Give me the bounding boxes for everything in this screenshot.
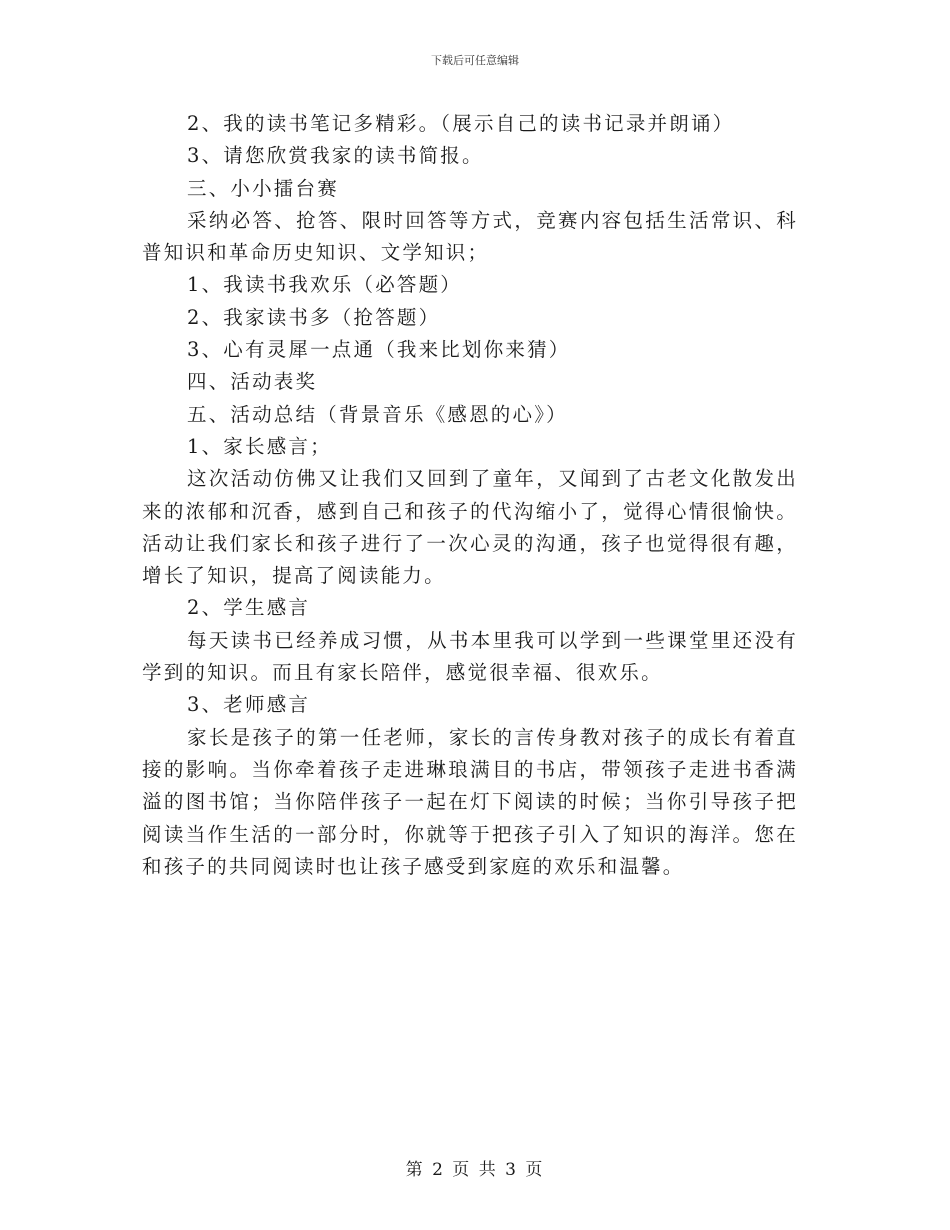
subsection-heading: 3、老师感言: [187, 693, 311, 717]
paragraph: 这次活动仿佛又让我们又回到了童年，又闻到了古老文化散发出来的浓郁和沉香，感到自己和孩子的代沟缩小了，觉得心情很愉快。活动让我们家长和孩子进行了一次心灵的沟通，孩子也觉得很有趣，增长了知识，提高了阅读能力。: [142, 467, 798, 588]
paragraph: 3、请您欣赏我家的读书简报。: [187, 144, 484, 168]
paragraph: 采纳必答、抢答、限时回答等方式，竞赛内容包括生活常识、科普知识和革命历史知识、文学知识；: [142, 208, 798, 265]
paragraph: 3、心有灵犀一点通（我来比划你来猜）: [187, 338, 571, 362]
paragraph: 每天读书已经养成习惯，从书本里我可以学到一些课堂里还没有学到的知识。而且有家长陪伴，感觉很幸福、很欢乐。: [142, 628, 798, 685]
section-heading: 五、活动总结（背景音乐《感恩的心》）: [187, 402, 568, 426]
section-heading: 三、小小擂台赛: [187, 176, 339, 200]
page-number-footer: 第 2 页 共 3 页: [405, 1160, 545, 1180]
document-body: [142, 108, 798, 883]
page-header-note: 下载后可任意编辑: [431, 54, 519, 67]
subsection-heading: 1、家长感言；: [187, 434, 332, 458]
section-heading: 四、活动表奖: [187, 370, 318, 394]
paragraph: 2、我家读书多（抢答题）: [187, 305, 441, 329]
paragraph: 2、我的读书笔记多精彩。（展示自己的读书记录并朗诵）: [187, 112, 735, 135]
subsection-heading: 2、学生感言: [187, 596, 311, 620]
paragraph: 1、我读书我欢乐（必答题）: [187, 273, 463, 297]
paragraph: 家长是孩子的第一任老师，家长的言传身教对孩子的成长有着直接的影响。当你牵着孩子走进琳琅满目的书店，带领孩子走进书香满溢的图书馆；当你陪伴孩子一起在灯下阅读的时候；当你引导孩子把阅读当作生活的一部分时，你就等于把孩子引入了知识的海洋。您在和孩子的共同阅读时也让孩子感受到家庭的欢乐和温馨。: [142, 725, 798, 878]
